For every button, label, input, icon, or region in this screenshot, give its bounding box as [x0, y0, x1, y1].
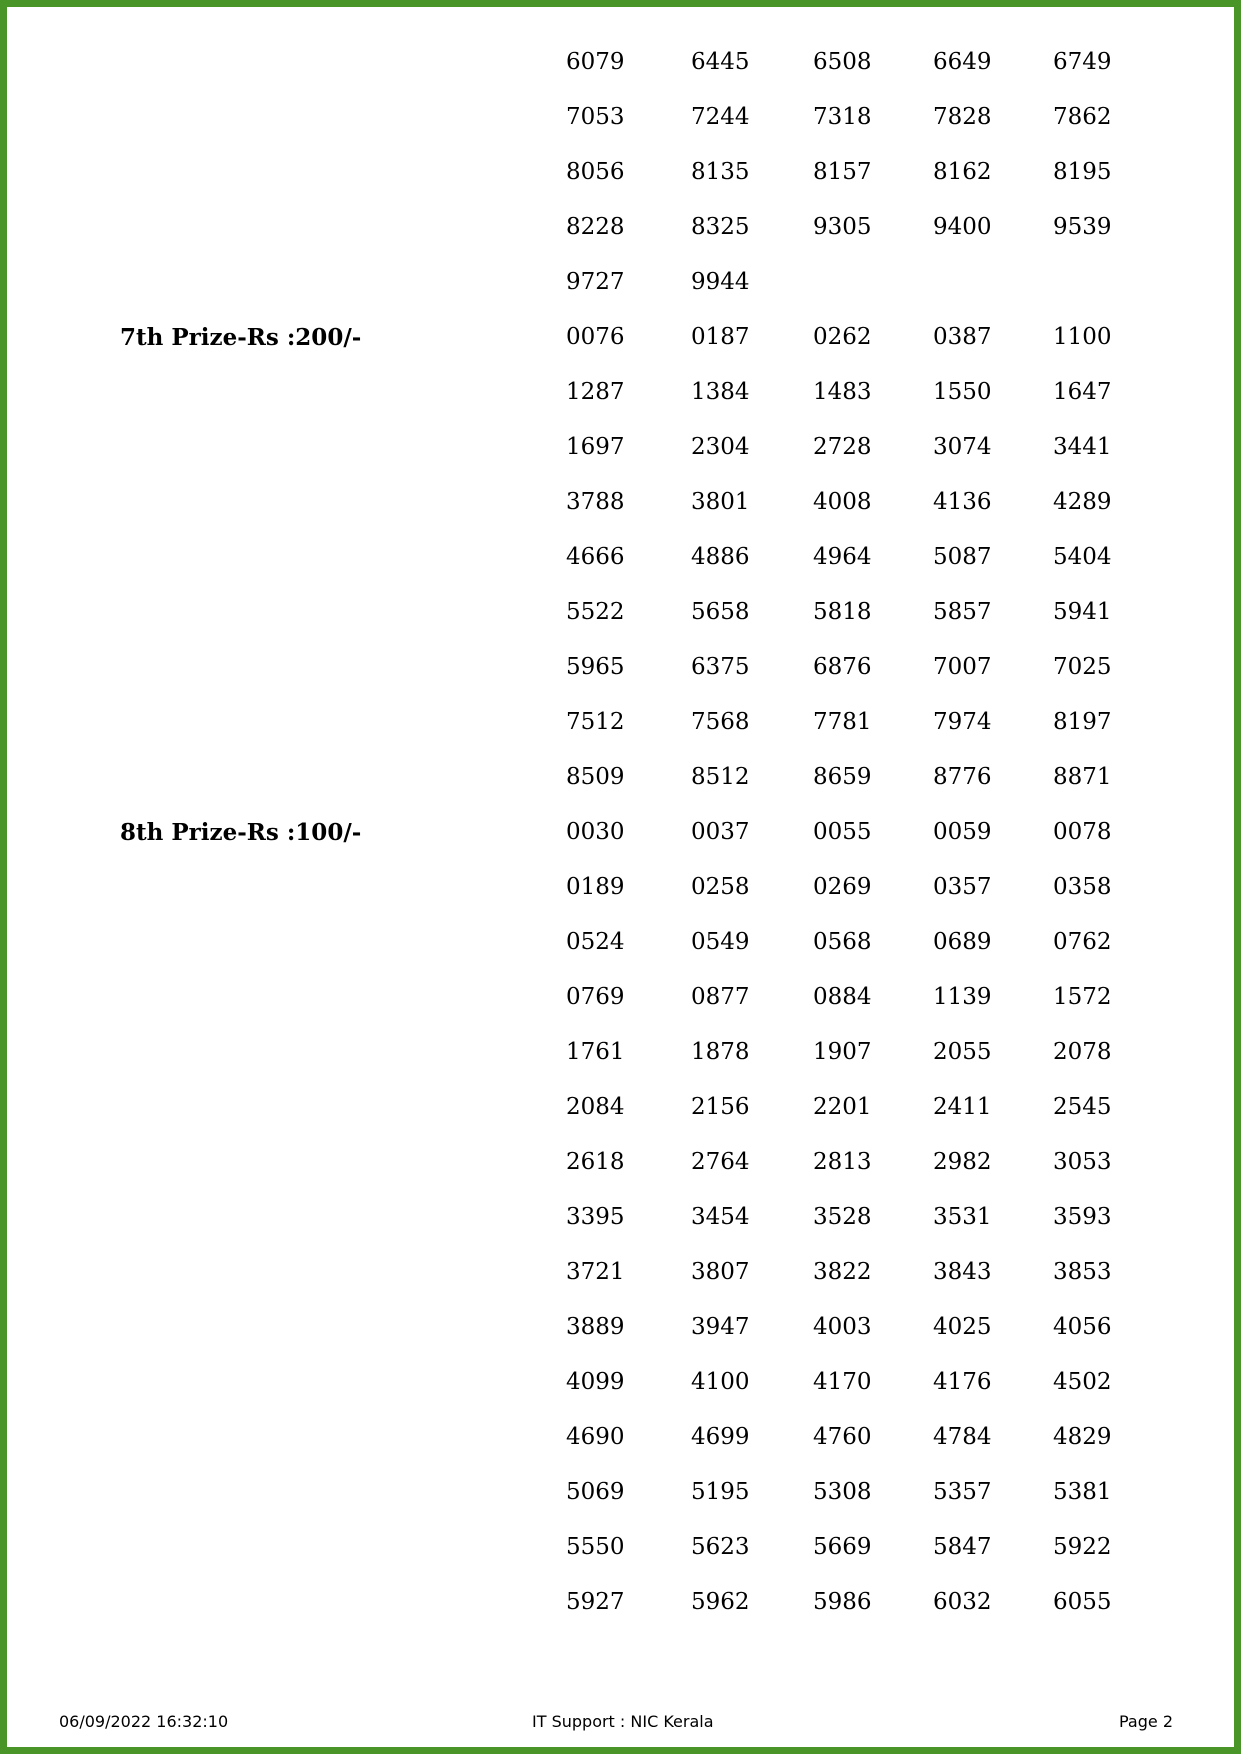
- result-row: [0, 145, 1241, 200]
- ticket-number: 0387: [933, 324, 992, 350]
- ticket-number: 7568: [691, 709, 750, 735]
- ticket-number: 3441: [1053, 434, 1112, 460]
- result-row: [0, 1410, 1241, 1465]
- ticket-number: 7007: [933, 654, 992, 680]
- result-row: [0, 420, 1241, 475]
- ticket-number: 4170: [813, 1369, 872, 1395]
- ticket-number: 0037: [691, 819, 750, 845]
- ticket-number: 7862: [1053, 104, 1112, 130]
- ticket-number: 4690: [566, 1424, 625, 1450]
- ticket-number: 1384: [691, 379, 750, 405]
- ticket-number: 1572: [1053, 984, 1112, 1010]
- result-row: [0, 255, 1241, 310]
- ticket-number: 0762: [1053, 929, 1112, 955]
- ticket-number: 5847: [933, 1534, 992, 1560]
- ticket-number: 2545: [1053, 1094, 1112, 1120]
- ticket-number: 5927: [566, 1589, 625, 1615]
- ticket-number: 5087: [933, 544, 992, 570]
- ticket-number: 6649: [933, 49, 992, 75]
- ticket-number: 0549: [691, 929, 750, 955]
- ticket-number: 7512: [566, 709, 625, 735]
- ticket-number: 3788: [566, 489, 625, 515]
- ticket-number: 8195: [1053, 159, 1112, 185]
- ticket-number: 5357: [933, 1479, 992, 1505]
- ticket-number: 3889: [566, 1314, 625, 1340]
- result-row: [0, 1300, 1241, 1355]
- result-row: [0, 750, 1241, 805]
- ticket-number: 5522: [566, 599, 625, 625]
- ticket-number: 3454: [691, 1204, 750, 1230]
- ticket-number: 7974: [933, 709, 992, 735]
- ticket-number: 2078: [1053, 1039, 1112, 1065]
- result-row: [0, 1025, 1241, 1080]
- ticket-number: 2764: [691, 1149, 750, 1175]
- ticket-number: 4666: [566, 544, 625, 570]
- footer-support: IT Support : NIC Kerala: [532, 1712, 714, 1731]
- ticket-number: 3822: [813, 1259, 872, 1285]
- ticket-number: 9944: [691, 269, 750, 295]
- footer-datetime: 06/09/2022 16:32:10: [59, 1712, 229, 1731]
- ticket-number: 7244: [691, 104, 750, 130]
- ticket-number: 2411: [933, 1094, 992, 1120]
- ticket-number: 1483: [813, 379, 872, 405]
- prize-title: 8th Prize-Rs :100/-: [120, 819, 362, 846]
- ticket-number: 5941: [1053, 599, 1112, 625]
- ticket-number: 8228: [566, 214, 625, 240]
- ticket-number: 2055: [933, 1039, 992, 1065]
- ticket-number: 4099: [566, 1369, 625, 1395]
- ticket-number: 1907: [813, 1039, 872, 1065]
- ticket-number: 0030: [566, 819, 625, 845]
- result-row: [0, 695, 1241, 750]
- ticket-number: 3053: [1053, 1149, 1112, 1175]
- ticket-number: 8776: [933, 764, 992, 790]
- ticket-number: 9727: [566, 269, 625, 295]
- result-row: [0, 200, 1241, 255]
- ticket-number: 2084: [566, 1094, 625, 1120]
- ticket-number: 1100: [1053, 324, 1112, 350]
- result-row: [0, 1135, 1241, 1190]
- ticket-number: 5986: [813, 1589, 872, 1615]
- ticket-number: 4760: [813, 1424, 872, 1450]
- ticket-number: 6079: [566, 49, 625, 75]
- ticket-number: 1878: [691, 1039, 750, 1065]
- ticket-number: 8871: [1053, 764, 1112, 790]
- ticket-number: 3528: [813, 1204, 872, 1230]
- result-row: [0, 90, 1241, 145]
- ticket-number: 0769: [566, 984, 625, 1010]
- ticket-number: 4003: [813, 1314, 872, 1340]
- ticket-number: 5381: [1053, 1479, 1112, 1505]
- ticket-number: 0262: [813, 324, 872, 350]
- ticket-number: 1647: [1053, 379, 1112, 405]
- ticket-number: 4056: [1053, 1314, 1112, 1340]
- ticket-number: 0269: [813, 874, 872, 900]
- ticket-number: 4784: [933, 1424, 992, 1450]
- ticket-number: 6445: [691, 49, 750, 75]
- result-row: [0, 1465, 1241, 1520]
- ticket-number: 0877: [691, 984, 750, 1010]
- result-row: [0, 585, 1241, 640]
- ticket-number: 6876: [813, 654, 872, 680]
- ticket-number: 9305: [813, 214, 872, 240]
- ticket-number: 4829: [1053, 1424, 1112, 1450]
- ticket-number: 6032: [933, 1589, 992, 1615]
- ticket-number: 8509: [566, 764, 625, 790]
- ticket-number: 3947: [691, 1314, 750, 1340]
- ticket-number: 8056: [566, 159, 625, 185]
- ticket-number: 0568: [813, 929, 872, 955]
- ticket-number: 5965: [566, 654, 625, 680]
- ticket-number: 4025: [933, 1314, 992, 1340]
- ticket-number: 1697: [566, 434, 625, 460]
- ticket-number: 5623: [691, 1534, 750, 1560]
- ticket-number: 1761: [566, 1039, 625, 1065]
- ticket-number: 2728: [813, 434, 872, 460]
- ticket-number: 1550: [933, 379, 992, 405]
- ticket-number: 4008: [813, 489, 872, 515]
- ticket-number: 6375: [691, 654, 750, 680]
- ticket-number: 8162: [933, 159, 992, 185]
- ticket-number: 0358: [1053, 874, 1112, 900]
- ticket-number: 0189: [566, 874, 625, 900]
- ticket-number: 7025: [1053, 654, 1112, 680]
- result-row: [0, 1190, 1241, 1245]
- ticket-number: 8512: [691, 764, 750, 790]
- ticket-number: 0524: [566, 929, 625, 955]
- result-row: [0, 365, 1241, 420]
- ticket-number: 5195: [691, 1479, 750, 1505]
- ticket-number: 6508: [813, 49, 872, 75]
- result-row: [0, 475, 1241, 530]
- result-row: [0, 970, 1241, 1025]
- ticket-number: 3395: [566, 1204, 625, 1230]
- ticket-number: 6749: [1053, 49, 1112, 75]
- ticket-number: 7781: [813, 709, 872, 735]
- ticket-number: 2156: [691, 1094, 750, 1120]
- ticket-number: 4289: [1053, 489, 1112, 515]
- ticket-number: 8157: [813, 159, 872, 185]
- ticket-number: 4964: [813, 544, 872, 570]
- ticket-number: 3074: [933, 434, 992, 460]
- ticket-number: 1287: [566, 379, 625, 405]
- ticket-number: 3801: [691, 489, 750, 515]
- ticket-number: 0357: [933, 874, 992, 900]
- ticket-number: 1139: [933, 984, 992, 1010]
- ticket-number: 5550: [566, 1534, 625, 1560]
- result-row: [0, 915, 1241, 970]
- ticket-number: 4176: [933, 1369, 992, 1395]
- ticket-number: 0059: [933, 819, 992, 845]
- result-row: [0, 1520, 1241, 1575]
- ticket-number: 4136: [933, 489, 992, 515]
- ticket-number: 0076: [566, 324, 625, 350]
- ticket-number: 8325: [691, 214, 750, 240]
- ticket-number: 0258: [691, 874, 750, 900]
- result-row: [0, 35, 1241, 90]
- ticket-number: 2982: [933, 1149, 992, 1175]
- ticket-number: 3843: [933, 1259, 992, 1285]
- ticket-number: 5922: [1053, 1534, 1112, 1560]
- ticket-number: 5857: [933, 599, 992, 625]
- ticket-number: 3721: [566, 1259, 625, 1285]
- ticket-number: 5404: [1053, 544, 1112, 570]
- prize-title: 7th Prize-Rs :200/-: [120, 324, 362, 351]
- ticket-number: 0689: [933, 929, 992, 955]
- result-row: [0, 530, 1241, 585]
- ticket-number: 4100: [691, 1369, 750, 1395]
- ticket-number: 8135: [691, 159, 750, 185]
- ticket-number: 8659: [813, 764, 872, 790]
- ticket-number: 6055: [1053, 1589, 1112, 1615]
- ticket-number: 3853: [1053, 1259, 1112, 1285]
- ticket-number: 5658: [691, 599, 750, 625]
- ticket-number: 7828: [933, 104, 992, 130]
- result-row: [0, 310, 1241, 365]
- ticket-number: 4502: [1053, 1369, 1112, 1395]
- ticket-number: 4886: [691, 544, 750, 570]
- ticket-number: 5962: [691, 1589, 750, 1615]
- result-row: [0, 1355, 1241, 1410]
- ticket-number: 7318: [813, 104, 872, 130]
- ticket-number: 9539: [1053, 214, 1112, 240]
- result-row: [0, 1245, 1241, 1300]
- ticket-number: 5669: [813, 1534, 872, 1560]
- ticket-number: 0055: [813, 819, 872, 845]
- ticket-number: 5818: [813, 599, 872, 625]
- ticket-number: 9400: [933, 214, 992, 240]
- ticket-number: 2813: [813, 1149, 872, 1175]
- result-row: [0, 1575, 1241, 1630]
- ticket-number: 0884: [813, 984, 872, 1010]
- ticket-number: 0078: [1053, 819, 1112, 845]
- result-row: [0, 640, 1241, 695]
- footer-page-number: Page 2: [1119, 1712, 1173, 1731]
- ticket-number: 3807: [691, 1259, 750, 1285]
- ticket-number: 2618: [566, 1149, 625, 1175]
- result-row: [0, 805, 1241, 860]
- ticket-number: 2304: [691, 434, 750, 460]
- ticket-number: 2201: [813, 1094, 872, 1120]
- ticket-number: 5308: [813, 1479, 872, 1505]
- ticket-number: 7053: [566, 104, 625, 130]
- ticket-number: 3531: [933, 1204, 992, 1230]
- ticket-number: 5069: [566, 1479, 625, 1505]
- ticket-number: 4699: [691, 1424, 750, 1450]
- result-row: [0, 860, 1241, 915]
- result-row: [0, 1080, 1241, 1135]
- ticket-number: 0187: [691, 324, 750, 350]
- ticket-number: 8197: [1053, 709, 1112, 735]
- ticket-number: 3593: [1053, 1204, 1112, 1230]
